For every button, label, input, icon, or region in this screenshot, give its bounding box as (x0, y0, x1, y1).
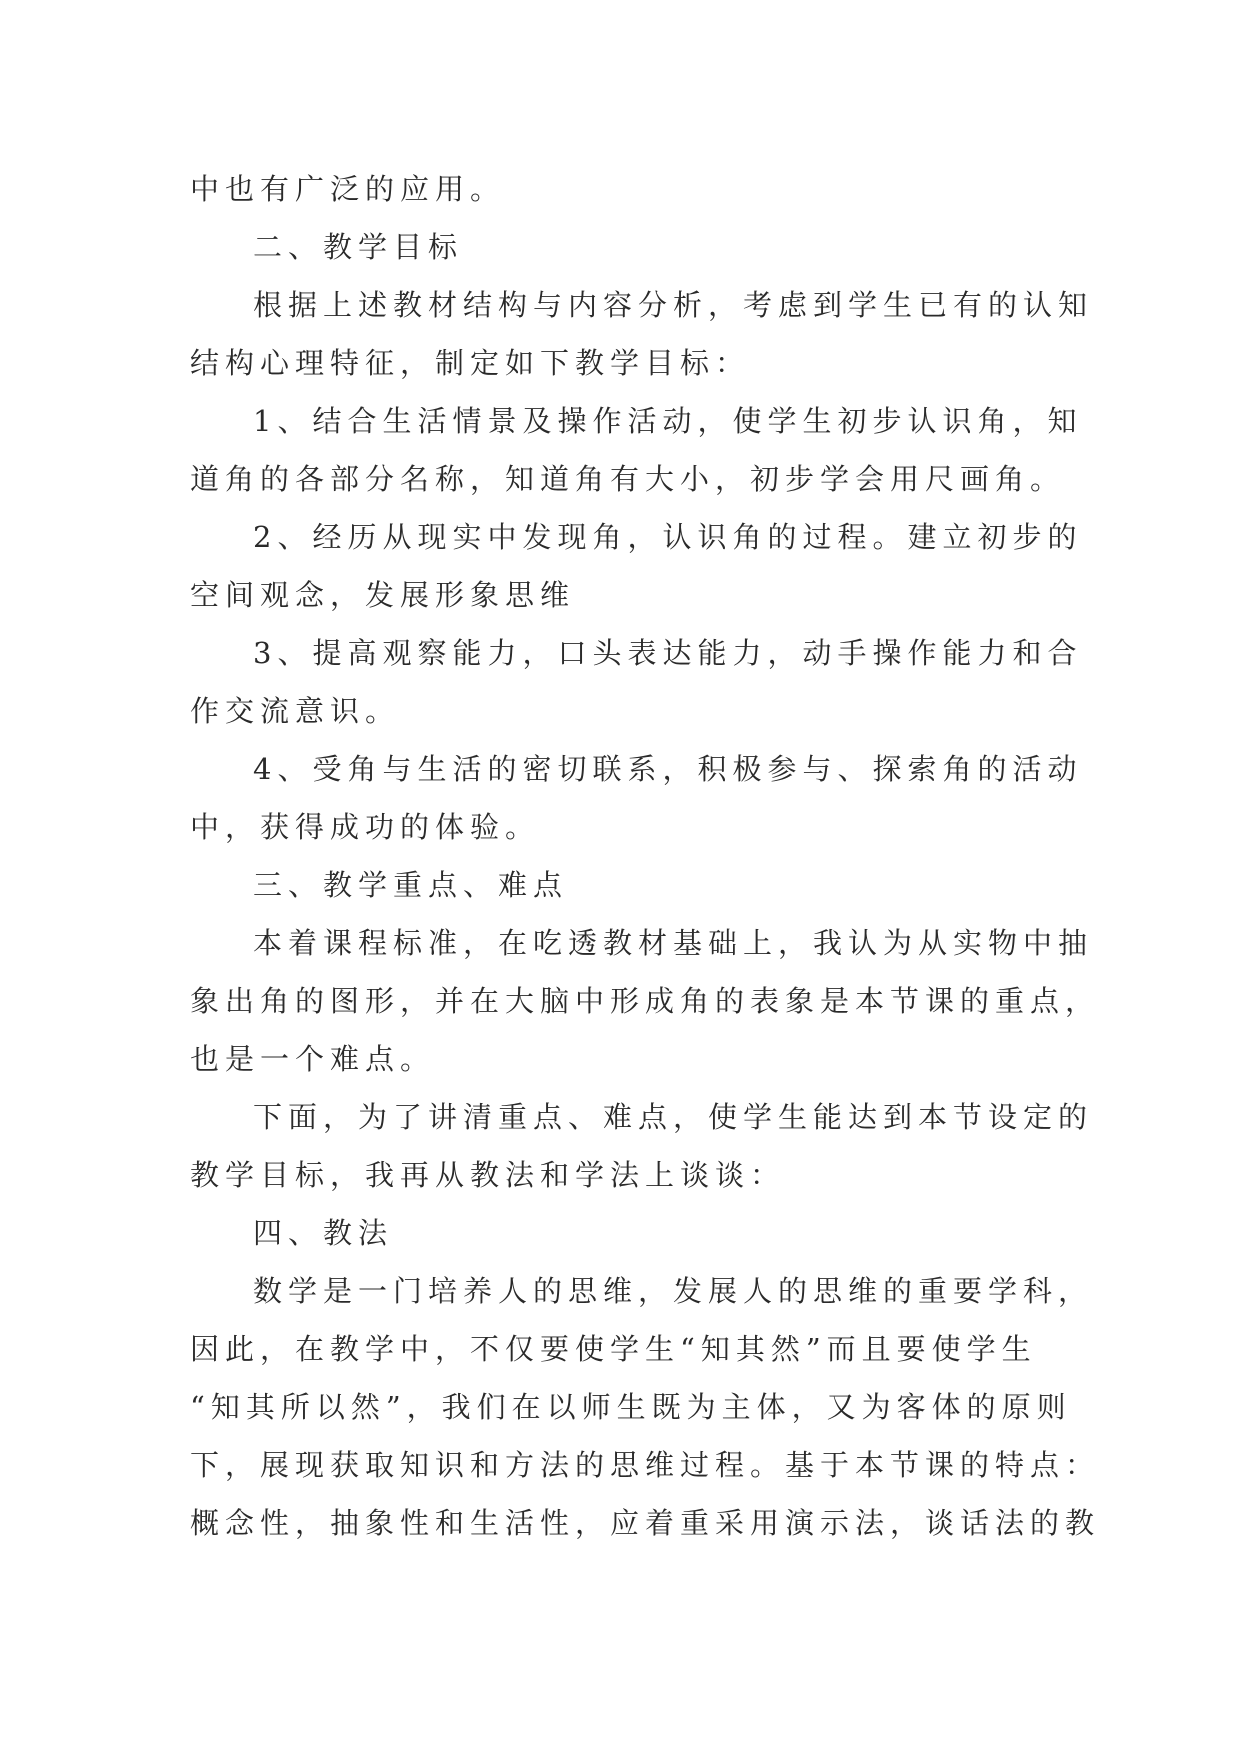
text-line: 结构心理特征，制定如下教学目标： (190, 346, 751, 380)
text-line: 因此，在教学中，不仅要使学生“知其然”而且要使学生 (190, 1332, 1037, 1366)
text-line: 也是一个难点。 (190, 1042, 436, 1076)
list-item-goal-4: 4、受角与生活的密切联系，积极参与、探索角的活动 (253, 752, 1083, 786)
text-line: 本着课程标准，在吃透教材基础上，我认为从实物中抽 (253, 926, 1094, 960)
text-line: 象出角的图形，并在大脑中形成角的表象是本节课的重点， (190, 984, 1101, 1018)
section-heading-teaching-method: 四、教法 (253, 1216, 394, 1250)
text-line: 根据上述教材结构与内容分析，考虑到学生已有的认知 (253, 288, 1094, 322)
text-line: 作交流意识。 (190, 694, 401, 728)
list-item-goal-3: 3、提高观察能力，口头表达能力，动手操作能力和合 (253, 636, 1083, 670)
document-body (190, 160, 1101, 1552)
section-heading-key-points: 三、教学重点、难点 (253, 868, 569, 902)
text-line: 概念性，抽象性和生活性，应着重采用演示法，谈话法的教 (190, 1506, 1101, 1540)
text-line: 教学目标，我再从教法和学法上谈谈： (190, 1158, 786, 1192)
text-line: “知其所以然”，我们在以师生既为主体，又为客体的原则 (190, 1390, 1072, 1424)
section-heading-teaching-goals: 二、教学目标 (253, 230, 464, 264)
text-line: 道角的各部分名称，知道角有大小，初步学会用尺画角。 (190, 462, 1066, 496)
text-line: 下，展现获取知识和方法的思维过程。基于本节课的特点： (190, 1448, 1101, 1482)
text-line: 中，获得成功的体验。 (190, 810, 541, 844)
text-line: 空间观念，发展形象思维 (190, 578, 576, 612)
text-line: 下面，为了讲清重点、难点，使学生能达到本节设定的 (253, 1100, 1094, 1134)
text-line: 中也有广泛的应用。 (190, 172, 506, 206)
list-item-goal-2: 2、经历从现实中发现角，认识角的过程。建立初步的 (253, 520, 1083, 554)
list-item-goal-1: 1、结合生活情景及操作活动，使学生初步认识角，知 (253, 404, 1083, 438)
text-line: 数学是一门培养人的思维，发展人的思维的重要学科， (253, 1274, 1094, 1308)
